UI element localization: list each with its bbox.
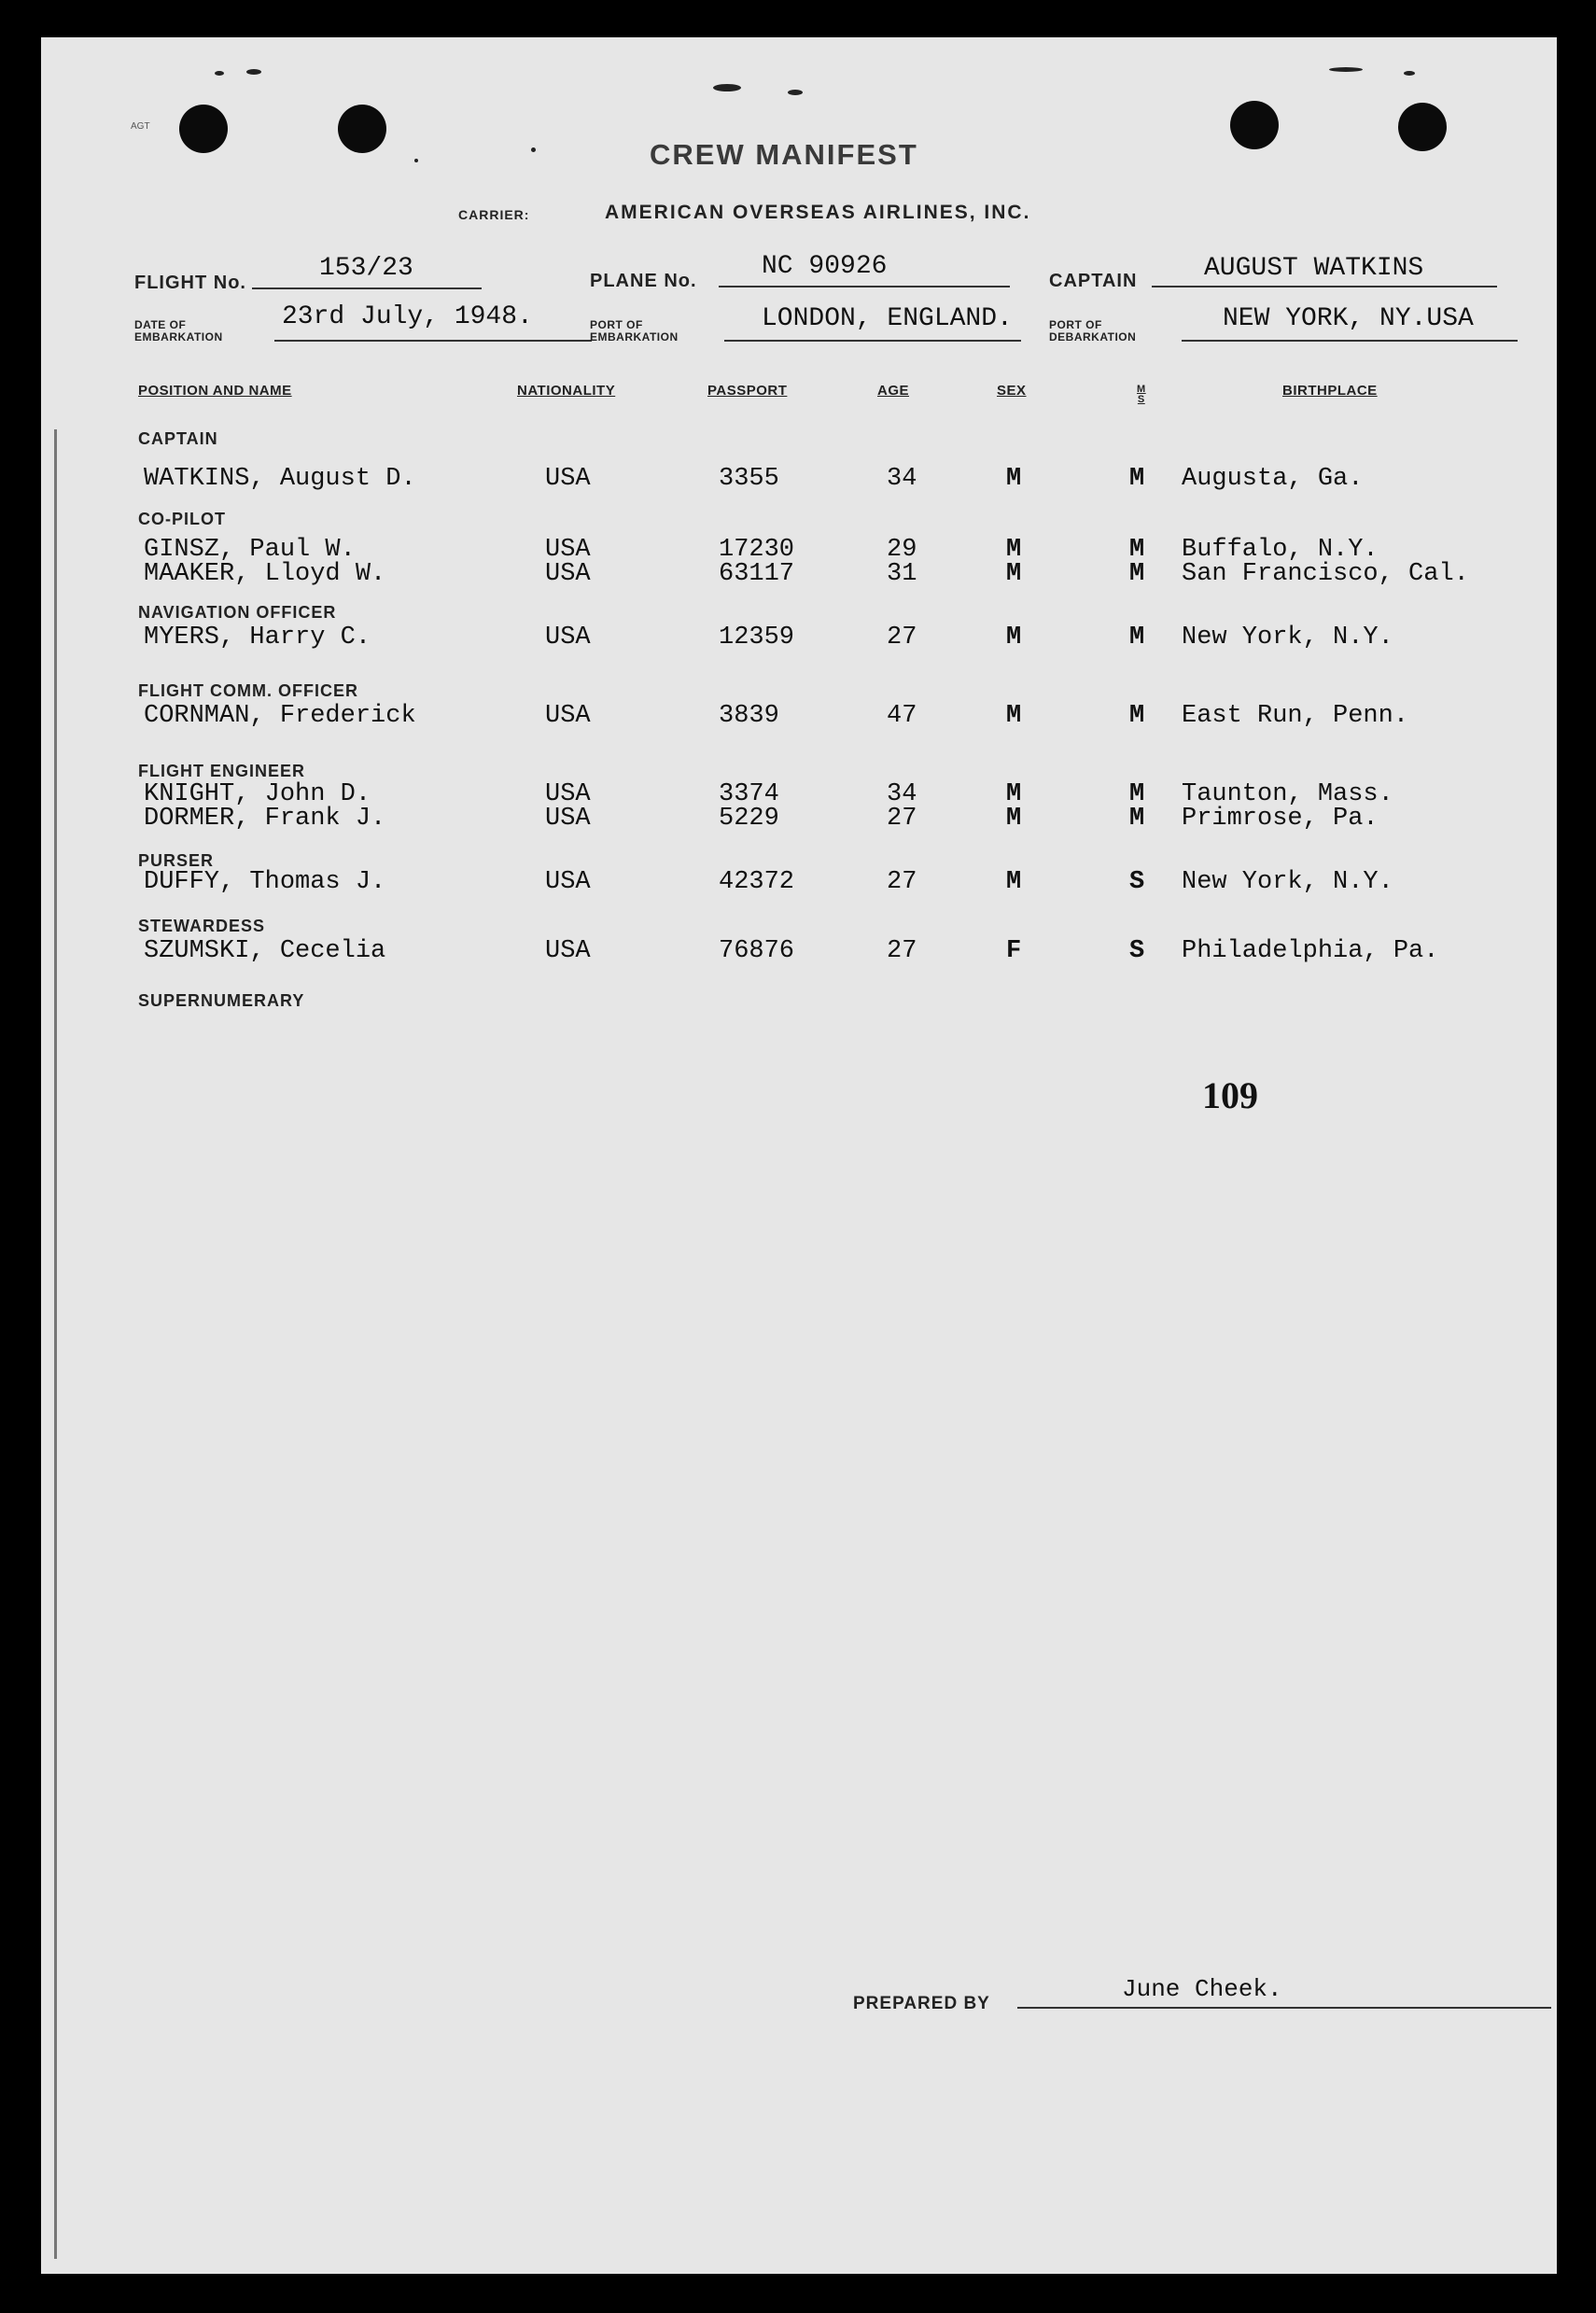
cell-birthplace: Primrose, Pa. bbox=[1182, 805, 1379, 833]
cell-ms: M bbox=[1129, 780, 1145, 808]
col-header-name: POSITION AND NAME bbox=[138, 383, 292, 399]
cell-ms: M bbox=[1129, 624, 1145, 652]
plane-no-underline bbox=[719, 286, 1010, 287]
punch-hole bbox=[1230, 101, 1279, 149]
captain-value: AUGUST WATKINS bbox=[1204, 254, 1424, 283]
cell-name: CORNMAN, Frederick bbox=[144, 702, 416, 730]
cell-age: 27 bbox=[887, 624, 917, 652]
cell-name: GINSZ, Paul W. bbox=[144, 536, 356, 564]
col-header-nationality: NATIONALITY bbox=[517, 383, 616, 399]
cell-age: 31 bbox=[887, 560, 917, 588]
section-heading: PURSER bbox=[138, 851, 215, 870]
cell-name: DUFFY, Thomas J. bbox=[144, 868, 386, 896]
ink-speck bbox=[1329, 67, 1363, 72]
cell-passport: 3355 bbox=[719, 465, 779, 493]
col-header-age: AGE bbox=[877, 383, 910, 399]
cell-age: 34 bbox=[887, 780, 917, 808]
cell-birthplace: San Francisco, Cal. bbox=[1182, 560, 1469, 588]
cell-name: DORMER, Frank J. bbox=[144, 805, 386, 833]
cell-passport: 3374 bbox=[719, 780, 779, 808]
cell-nat: USA bbox=[545, 780, 591, 808]
manifest-page bbox=[41, 37, 1557, 2274]
section-heading: FLIGHT ENGINEER bbox=[138, 762, 306, 780]
cell-sex: M bbox=[1006, 780, 1022, 808]
disembark-port-value: NEW YORK, NY.USA bbox=[1223, 304, 1474, 333]
cell-sex: M bbox=[1006, 868, 1022, 896]
cell-sex: M bbox=[1006, 805, 1022, 833]
ink-speck bbox=[531, 147, 536, 152]
cell-nat: USA bbox=[545, 536, 591, 564]
cell-birthplace: Augusta, Ga. bbox=[1182, 465, 1364, 493]
embark-date-value: 23rd July, 1948. bbox=[282, 302, 533, 331]
margin-mark bbox=[54, 429, 57, 2259]
cell-name: WATKINS, August D. bbox=[144, 465, 416, 493]
cell-name: MAAKER, Lloyd W. bbox=[144, 560, 386, 588]
col-header-passport: PASSPORT bbox=[707, 383, 788, 399]
page-number: 109 bbox=[1202, 1074, 1258, 1116]
captain-underline bbox=[1152, 286, 1497, 287]
cell-birthplace: East Run, Penn. bbox=[1182, 702, 1409, 730]
ink-speck bbox=[1404, 71, 1415, 76]
cell-name: KNIGHT, John D. bbox=[144, 780, 371, 808]
cell-passport: 76876 bbox=[719, 937, 795, 965]
col-header-ms: M S bbox=[1137, 384, 1146, 405]
prepared-by-label: PREPARED BY bbox=[853, 1994, 990, 2013]
cell-name: MYERS, Harry C. bbox=[144, 624, 371, 652]
embark-port-value: LONDON, ENGLAND. bbox=[762, 304, 1013, 333]
cell-passport: 63117 bbox=[719, 560, 795, 588]
cell-nat: USA bbox=[545, 702, 591, 730]
cell-nat: USA bbox=[545, 868, 591, 896]
section-heading: CAPTAIN bbox=[138, 429, 218, 448]
ink-speck bbox=[246, 69, 261, 75]
col-header-birthplace: BIRTHPLACE bbox=[1282, 383, 1378, 399]
punch-hole bbox=[1398, 103, 1447, 151]
cell-sex: M bbox=[1006, 536, 1022, 564]
flight-no-underline bbox=[252, 287, 482, 289]
ink-speck bbox=[215, 71, 224, 76]
punch-hole bbox=[179, 105, 228, 153]
cell-name: SZUMSKI, Cecelia bbox=[144, 937, 386, 965]
cell-age: 27 bbox=[887, 805, 917, 833]
cell-sex: M bbox=[1006, 560, 1022, 588]
cell-age: 27 bbox=[887, 937, 917, 965]
cell-sex: M bbox=[1006, 702, 1022, 730]
flight-no-value: 153/23 bbox=[319, 254, 413, 283]
cell-passport: 3839 bbox=[719, 702, 779, 730]
cell-sex: M bbox=[1006, 465, 1022, 493]
flight-no-label: FLIGHT No. bbox=[134, 273, 246, 293]
cell-nat: USA bbox=[545, 937, 591, 965]
cell-birthplace: Philadelphia, Pa. bbox=[1182, 937, 1439, 965]
cell-age: 47 bbox=[887, 702, 917, 730]
cell-nat: USA bbox=[545, 624, 591, 652]
plane-no-label: PLANE No. bbox=[590, 271, 697, 291]
prepared-by-underline bbox=[1017, 2007, 1551, 2009]
cell-age: 29 bbox=[887, 536, 917, 564]
cell-nat: USA bbox=[545, 805, 591, 833]
embark-date-label: DATE OF EMBARKATION bbox=[134, 318, 223, 343]
ink-speck bbox=[788, 90, 803, 95]
captain-label: CAPTAIN bbox=[1049, 271, 1138, 291]
section-heading: STEWARDESS bbox=[138, 917, 266, 935]
cell-ms: M bbox=[1129, 560, 1145, 588]
section-heading: SUPERNUMERARY bbox=[138, 991, 305, 1010]
cell-nat: USA bbox=[545, 465, 591, 493]
cell-sex: M bbox=[1006, 624, 1022, 652]
cell-ms: S bbox=[1129, 937, 1145, 965]
cell-passport: 17230 bbox=[719, 536, 795, 564]
carrier-label: CARRIER: bbox=[458, 207, 530, 222]
embark-port-label: PORT OF EMBARKATION bbox=[590, 318, 679, 343]
embark-date-underline bbox=[274, 340, 592, 342]
cell-passport: 5229 bbox=[719, 805, 779, 833]
cell-birthplace: Taunton, Mass. bbox=[1182, 780, 1393, 808]
cell-birthplace: New York, N.Y. bbox=[1182, 868, 1393, 896]
cell-passport: 42372 bbox=[719, 868, 795, 896]
prepared-by-value: June Cheek. bbox=[1122, 1975, 1282, 2003]
punch-hole bbox=[338, 105, 386, 153]
page-title: CREW MANIFEST bbox=[650, 138, 918, 171]
cell-ms: M bbox=[1129, 805, 1145, 833]
section-heading: FLIGHT COMM. OFFICER bbox=[138, 681, 358, 700]
corner-mark: AGT bbox=[131, 121, 150, 132]
cell-ms: M bbox=[1129, 702, 1145, 730]
cell-passport: 12359 bbox=[719, 624, 795, 652]
cell-birthplace: New York, N.Y. bbox=[1182, 624, 1393, 652]
section-heading: NAVIGATION OFFICER bbox=[138, 603, 337, 622]
carrier-name: AMERICAN OVERSEAS AIRLINES, INC. bbox=[605, 202, 1031, 223]
cell-birthplace: Buffalo, N.Y. bbox=[1182, 536, 1379, 564]
cell-sex: F bbox=[1006, 937, 1022, 965]
embark-port-underline bbox=[724, 340, 1021, 342]
section-heading: CO-PILOT bbox=[138, 510, 226, 528]
disembark-port-label: PORT OF DEBARKATION bbox=[1049, 318, 1137, 343]
cell-nat: USA bbox=[545, 560, 591, 588]
cell-age: 27 bbox=[887, 868, 917, 896]
plane-no-value: NC 90926 bbox=[762, 252, 888, 281]
cell-age: 34 bbox=[887, 465, 917, 493]
disembark-port-underline bbox=[1182, 340, 1518, 342]
col-header-sex: SEX bbox=[997, 383, 1027, 399]
cell-ms: S bbox=[1129, 868, 1145, 896]
ink-speck bbox=[713, 84, 741, 91]
cell-ms: M bbox=[1129, 465, 1145, 493]
cell-ms: M bbox=[1129, 536, 1145, 564]
ink-speck bbox=[414, 159, 418, 162]
